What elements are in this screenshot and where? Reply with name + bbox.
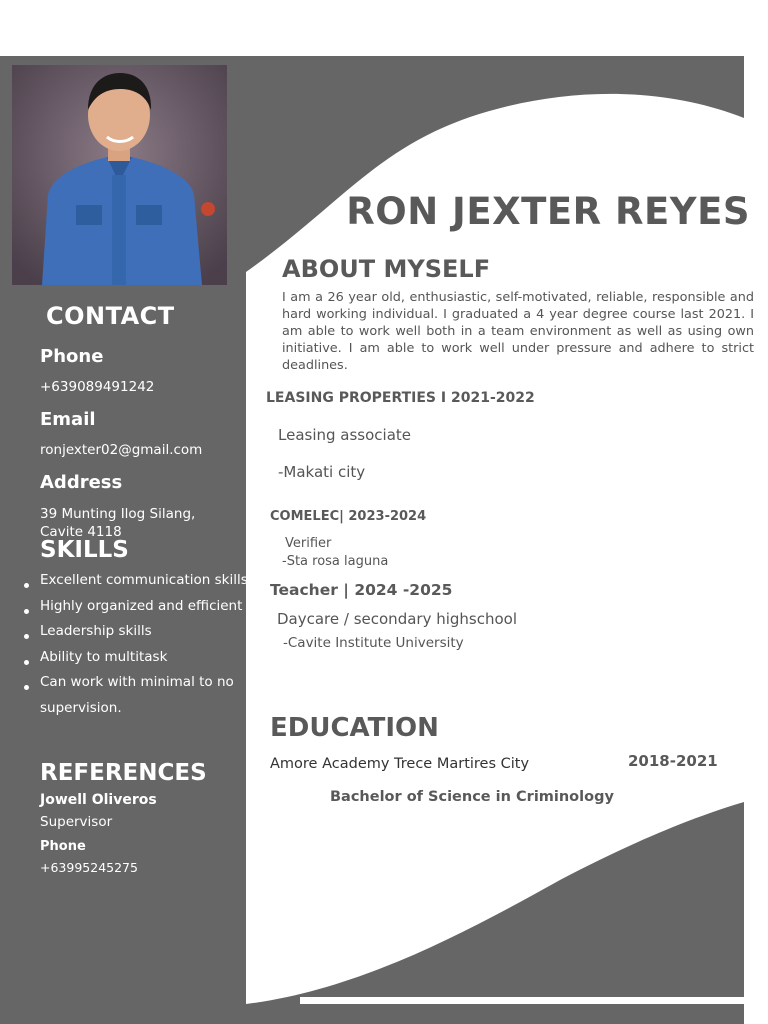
education-heading: EDUCATION bbox=[270, 713, 439, 743]
phone-label: Phone bbox=[40, 346, 104, 367]
job-location-2: -Sta rosa laguna bbox=[282, 554, 389, 569]
skill-text: Ability to multitask bbox=[40, 648, 168, 665]
profile-photo-image bbox=[12, 65, 227, 285]
email-value: ronjexter02@gmail.com bbox=[40, 442, 203, 458]
bullet-icon bbox=[24, 583, 29, 588]
education-school: Amore Academy Trece Martires City bbox=[270, 756, 530, 772]
bottom-stripe bbox=[300, 997, 768, 1004]
skill-text: Can work with minimal to no bbox=[40, 674, 234, 691]
education-degree: Bachelor of Science in Criminology bbox=[330, 789, 614, 805]
skill-text: Excellent communication skills bbox=[40, 572, 248, 588]
job-title-3: Teacher | 2024 -2025 bbox=[270, 581, 453, 599]
reference-role: Supervisor bbox=[40, 814, 113, 830]
skills-heading: SKILLS bbox=[40, 537, 129, 563]
skills-list bbox=[40, 568, 248, 722]
skill-text: Highly organized and efficient bbox=[40, 597, 243, 614]
skill-item bbox=[40, 619, 248, 645]
resume-name: RON JEXTER REYES bbox=[346, 190, 750, 233]
bullet-icon bbox=[24, 660, 29, 665]
references-heading: REFERENCES bbox=[40, 760, 207, 786]
reference-name: Jowell Oliveros bbox=[40, 792, 157, 808]
skill-item bbox=[40, 670, 248, 696]
reference-phone-label: Phone bbox=[40, 839, 86, 854]
skill-text: Leadership skills bbox=[40, 623, 152, 640]
skill-item bbox=[40, 568, 248, 594]
contact-heading: CONTACT bbox=[46, 302, 175, 330]
address-line-2: Cavite 4118 bbox=[40, 524, 122, 540]
about-body: I am a 26 year old, enthusiastic, self-motivated, reliable, responsible and hard working individual. I graduated a 4 year degree course last 2021. I am able to work well both in a team environment as well as using own initiative. I am able to work well under pressure and adhere to strict deadlines. bbox=[282, 290, 754, 373]
job-location-3: -Cavite Institute University bbox=[283, 635, 464, 651]
about-heading: ABOUT MYSELF bbox=[282, 255, 491, 283]
job-role-1: Leasing associate bbox=[278, 426, 412, 444]
skill-item bbox=[40, 594, 248, 620]
job-title-1: LEASING PROPERTIES I 2021-2022 bbox=[266, 390, 535, 406]
reference-phone: +63995245275 bbox=[40, 860, 138, 875]
job-title-2: COMELEC| 2023-2024 bbox=[270, 509, 427, 524]
phone-value: +639089491242 bbox=[40, 379, 155, 395]
job-location-1: -Makati city bbox=[278, 463, 366, 481]
skill-text: supervision. bbox=[40, 699, 122, 716]
address-label: Address bbox=[40, 472, 123, 493]
profile-photo bbox=[12, 65, 227, 285]
job-role-2: Verifier bbox=[285, 536, 332, 551]
skill-item-continuation bbox=[40, 696, 248, 722]
address-line-1: 39 Munting Ilog Silang, bbox=[40, 506, 196, 522]
job-role-3: Daycare / secondary highschool bbox=[277, 610, 518, 628]
education-years: 2018-2021 bbox=[628, 752, 718, 770]
bullet-icon bbox=[24, 609, 29, 614]
email-label: Email bbox=[40, 409, 96, 430]
skill-item bbox=[40, 645, 248, 671]
